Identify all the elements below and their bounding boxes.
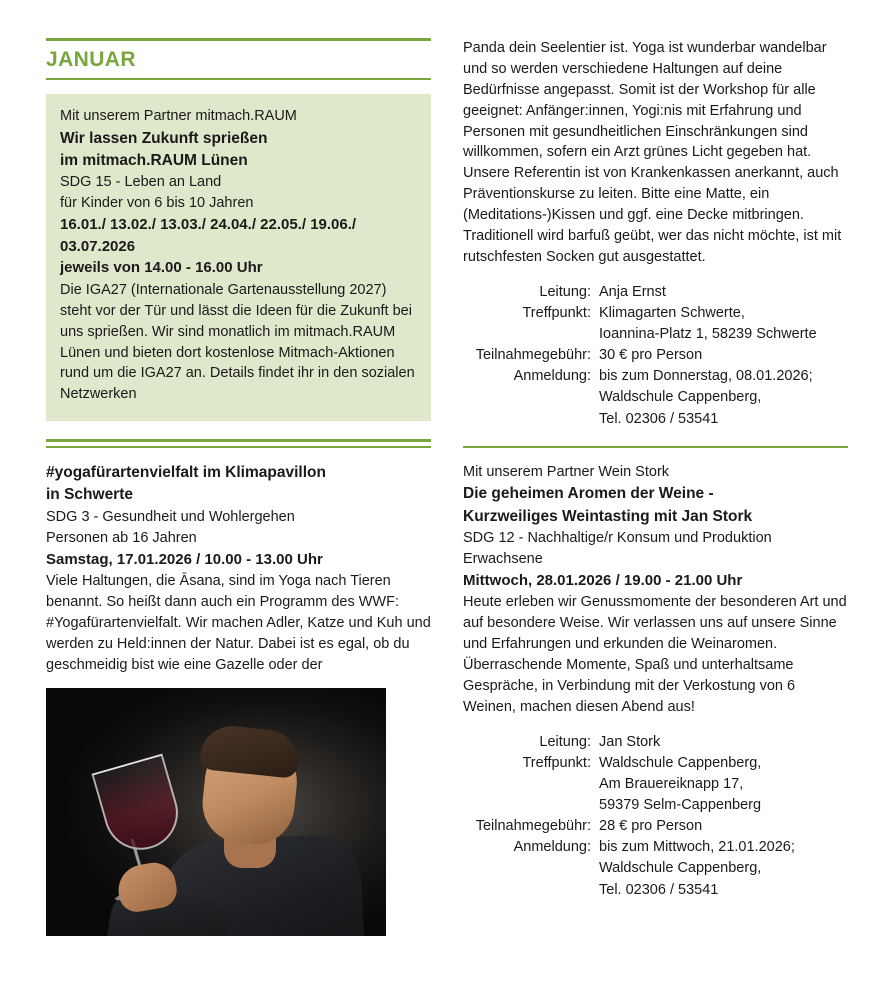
detail-value: Tel. 02306 / 53541 (599, 410, 719, 427)
detail-row (463, 282, 817, 303)
detail-value: Waldschule Cappenberg, (599, 389, 762, 406)
detail-value: Ioannina-Platz 1, 58239 Schwerte (599, 325, 817, 342)
detail-value: Jan Stork (599, 733, 661, 750)
detail-label: Teilnahmegebühr: (475, 347, 591, 364)
detail-row (463, 324, 817, 345)
event-card-wine (463, 462, 848, 718)
detail-row (463, 837, 795, 858)
event-title-line2: in Schwerte (46, 486, 133, 504)
detail-label: Teilnahmegebühr: (475, 818, 591, 835)
two-column-layout (46, 38, 847, 984)
detail-value: bis zum Donnerstag, 08.01.2026; (599, 368, 813, 385)
detail-row (463, 880, 795, 901)
detail-label-empty (463, 409, 599, 430)
event-title-line2: im mitmach.RAUM Lünen (60, 152, 248, 170)
event-sdg: SDG 12 - Nachhaltige/r Konsum und Produktion (463, 529, 772, 546)
event-partner: Mit unserem Partner Wein Stork (463, 463, 670, 480)
detail-label-empty (463, 324, 599, 345)
detail-value: Waldschule Cappenberg, (599, 860, 762, 877)
event-title-line1: #yogafürartenvielfalt im Klimapavillon (46, 464, 326, 482)
detail-value: Tel. 02306 / 53541 (599, 881, 719, 898)
detail-label-empty (463, 387, 599, 408)
event-card-mitmachraum (46, 94, 431, 421)
detail-value: Klimagarten Schwerte, (599, 304, 745, 321)
event-photo-wine-tasting (46, 688, 386, 936)
event-title-line1: Die geheimen Aromen der Weine - (463, 485, 714, 503)
month-title: JANUAR (46, 48, 136, 71)
event-sdg: SDG 3 - Gesundheit und Wohlergehen (46, 508, 295, 525)
event-description: Viele Haltungen, die Āsana, sind im Yoga nach Tieren benannt. So heißt dann auch ein Programm des WWF: #Yogafürartenvielfalt. Wir machen Adler, Katze und Kuh und werden zu Held:innen der Natur. Dabei ist es egal, ob du geschmeidig bist wie eine Gazelle oder der (46, 573, 431, 673)
yoga-description-continued: Panda dein Seelentier ist. Yoga ist wunderbar wandelbar und so werden verschiedene Haltungen auf deine Bedürfnisse angepasst. Somit ist der Workshop für alle geeignet: Anfänger:innen, Yogi:nis mit Erfahrung und Personen mit gesundheitlichen Einschränkungen sind willkommen, sofern ein Arzt grünes Licht gegeben hat. Unsere Referentin ist von Krankenkassen anerkannt, auch Präventionskurse zu leiten. Bitte eine Matte, ein (Meditations-)Kissen und ggf. eine Decke mitbringen. Traditionell wird barfuß geübt, wer das nicht möchte, ist mit rutschfesten Socken gut ausgestattet. (463, 40, 842, 265)
month-heading-top-rule (46, 38, 431, 41)
detail-label-empty (463, 795, 599, 816)
detail-value: 59379 Selm-Cappenberg (599, 796, 762, 813)
detail-label-empty (463, 774, 599, 795)
detail-value: Anja Ernst (599, 283, 666, 300)
event-datetime: Samstag, 17.01.2026 / 10.00 - 13.00 Uhr (46, 550, 323, 568)
month-heading-bottom-rule (46, 78, 431, 80)
detail-row (463, 366, 817, 387)
detail-row (463, 816, 795, 837)
detail-row (463, 795, 795, 816)
event-dates-line1: 16.01./ 13.02./ 13.03./ 24.04./ 22.05./ 19.06./ (60, 216, 357, 234)
detail-row (463, 409, 817, 430)
event-description: Heute erleben wir Genussmomente der besonderen Art und auf besondere Weise. Wir verlassen uns auf unsere Sinne und Erfahrungen und erkunden die Weinaromen. Überraschende Momente, Spaß und unterhaltsame Gespräche, in Verbindung mit der Verkostung von 6 Weinen, machen diesen Abend aus! (463, 594, 847, 715)
event-partner: Mit unserem Partner mitmach.RAUM (60, 108, 297, 125)
section-divider-thick (46, 439, 431, 442)
event-description: Die IGA27 (Internationale Gartenausstellung 2027) steht vor der Tür und lässt die Ideen für die Zukunft bei uns sprießen. Wir sind monatlich im mitmach.RAUM Lünen und bieten dort kostenlose Mitmach-Aktionen rund um die IGA27 an. Details findet ihr in den sozialen Netzwerken (60, 281, 415, 403)
detail-row (463, 732, 795, 753)
section-divider-thin (46, 446, 431, 448)
section-divider-right (463, 446, 848, 448)
event-dates-line2: 03.07.2026 (60, 237, 136, 255)
detail-label: Leitung: (539, 733, 591, 750)
event-audience: für Kinder von 6 bis 10 Jahren (60, 195, 254, 212)
detail-value: 30 € pro Person (599, 347, 703, 364)
detail-value: bis zum Mittwoch, 21.01.2026; (599, 839, 795, 856)
detail-label-empty (463, 880, 599, 901)
detail-label: Leitung: (539, 283, 591, 300)
event-audience: Personen ab 16 Jahren (46, 529, 197, 546)
event-audience: Erwachsene (463, 550, 543, 567)
detail-row (463, 345, 817, 366)
detail-row (463, 387, 817, 408)
event-datetime: Mittwoch, 28.01.2026 / 19.00 - 21.00 Uhr (463, 571, 743, 589)
detail-label: Treffpunkt: (522, 304, 591, 321)
event-title-line2: Kurzweiliges Weintasting mit Jan Stork (463, 507, 753, 525)
detail-row (463, 753, 795, 774)
wine-details-table (463, 732, 848, 901)
detail-value: Am Brauereiknapp 17, (599, 775, 744, 792)
detail-label: Anmeldung: (513, 368, 591, 385)
detail-label-empty (463, 858, 599, 879)
right-column (463, 38, 848, 984)
yoga-details-table (463, 282, 848, 430)
detail-value: 28 € pro Person (599, 818, 703, 835)
detail-row (463, 774, 795, 795)
detail-row (463, 303, 817, 324)
event-time: jeweils von 14.00 - 16.00 Uhr (60, 259, 263, 277)
event-card-yoga (46, 462, 431, 675)
detail-row (463, 858, 795, 879)
event-title-line1: Wir lassen Zukunft sprießen (60, 129, 268, 147)
event-sdg: SDG 15 - Leben an Land (60, 174, 222, 191)
left-column (46, 38, 431, 984)
detail-value: Waldschule Cappenberg, (599, 754, 762, 771)
detail-label: Anmeldung: (513, 839, 591, 856)
detail-label: Treffpunkt: (522, 754, 591, 771)
